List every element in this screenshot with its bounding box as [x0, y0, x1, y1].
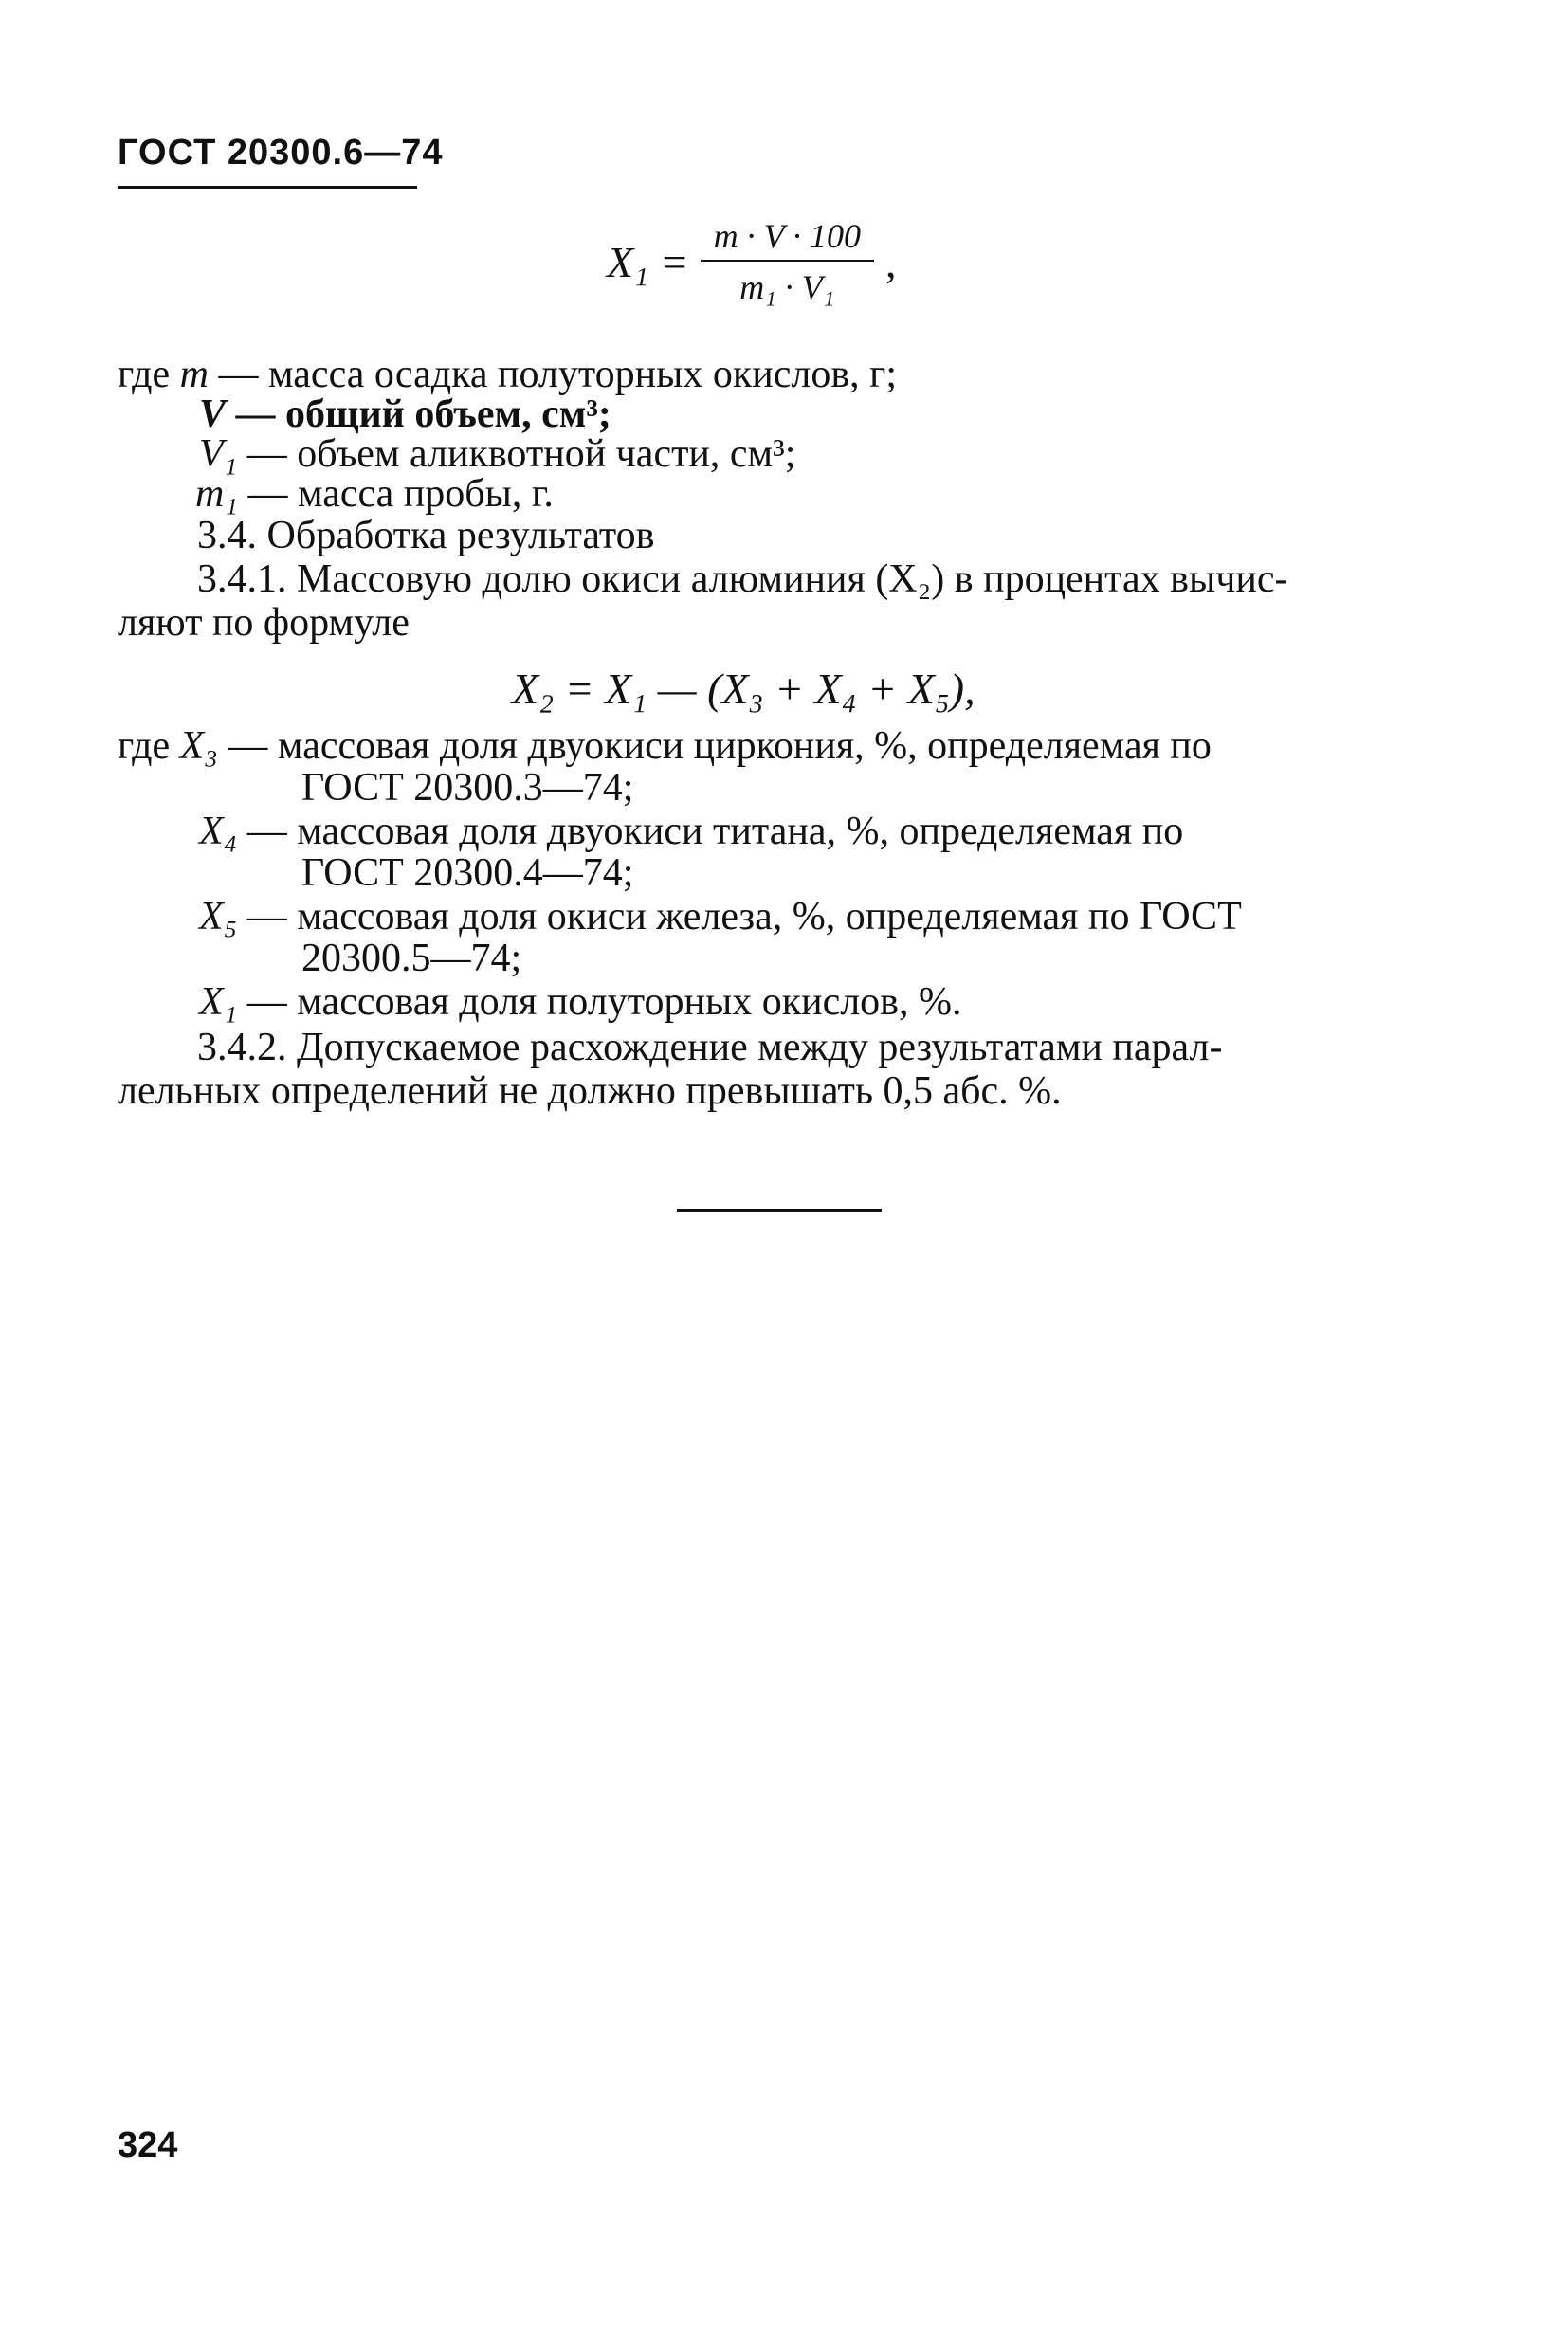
definition-text: — массовая доля полуторных окислов, %.: [237, 980, 962, 1024]
formula-x1-fraction: [701, 216, 874, 307]
definition-symbol: V: [199, 392, 227, 436]
definition-m1: [195, 474, 554, 514]
formula-x1-denominator: m₁ · V₁: [739, 268, 835, 306]
definition-symbol: X₄: [199, 810, 238, 853]
definition-symbol: m: [179, 353, 209, 396]
definition-symbol: X₅: [199, 895, 238, 939]
definition-m: [118, 355, 897, 394]
definition-text: — массовая доля окиси железа, %, определяемая по ГОСТ: [237, 895, 1242, 939]
definition-x4-continuation: ГОСТ 20300.4—74;: [301, 851, 634, 895]
definition-prefix: где: [118, 724, 180, 768]
header-rule: [118, 186, 417, 189]
formula-x1: [607, 216, 896, 307]
definition-x5: [199, 897, 1242, 937]
definition-prefix: где: [118, 353, 180, 396]
end-rule: [677, 1209, 882, 1212]
formula-x1-lhs: X₁ =: [607, 237, 689, 286]
definition-x1: [199, 982, 962, 1022]
paragraph-341-line2: ляют по формуле: [118, 601, 410, 645]
paragraph-342-line1: 3.4.2. Допускаемое расхождение между результатами парал-: [197, 1026, 1223, 1069]
definition-text: — масса осадка полуторных окислов, г;: [209, 353, 898, 396]
definition-x3-continuation: ГОСТ 20300.3—74;: [301, 766, 634, 810]
definition-text: — общий объем, см³;: [226, 392, 611, 436]
definition-symbol: V₁: [199, 432, 238, 476]
paragraph-341-line1: 3.4.1. Массовую долю окиси алюминия (X₂) в процентах вычис-: [197, 557, 1288, 601]
definition-v: [199, 394, 611, 434]
section-heading: 3.4. Обработка результатов: [197, 514, 655, 557]
definition-x4: [199, 811, 1183, 851]
paragraph-342-line2: лельных определений не должно превышать 0,5 абс. %.: [118, 1069, 1062, 1113]
formula-x2: X₂ = X₁ — (X₃ + X₄ + X₅),: [512, 665, 975, 713]
standard-header: ГОСТ 20300.6—74: [118, 133, 444, 173]
page-number: 324: [118, 2125, 178, 2165]
definition-symbol: m₁: [195, 472, 238, 516]
definition-text: — масса пробы, г.: [237, 472, 554, 516]
definition-symbol: X₃: [179, 724, 218, 768]
definition-v1: [199, 434, 795, 474]
formula-x1-numerator: m · V · 100: [713, 217, 861, 255]
definition-text: — массовая доля двуокиси титана, %, определяемая по: [237, 810, 1184, 853]
definition-x3: [118, 726, 1212, 766]
definition-text: — объем аликвотной части, см³;: [237, 432, 796, 476]
definition-text: — массовая доля двуокиси циркония, %, определяемая по: [217, 724, 1212, 768]
formula-x1-tail: ,: [884, 237, 897, 286]
definition-x5-continuation: 20300.5—74;: [301, 937, 522, 980]
definition-symbol: X₁: [199, 980, 238, 1024]
